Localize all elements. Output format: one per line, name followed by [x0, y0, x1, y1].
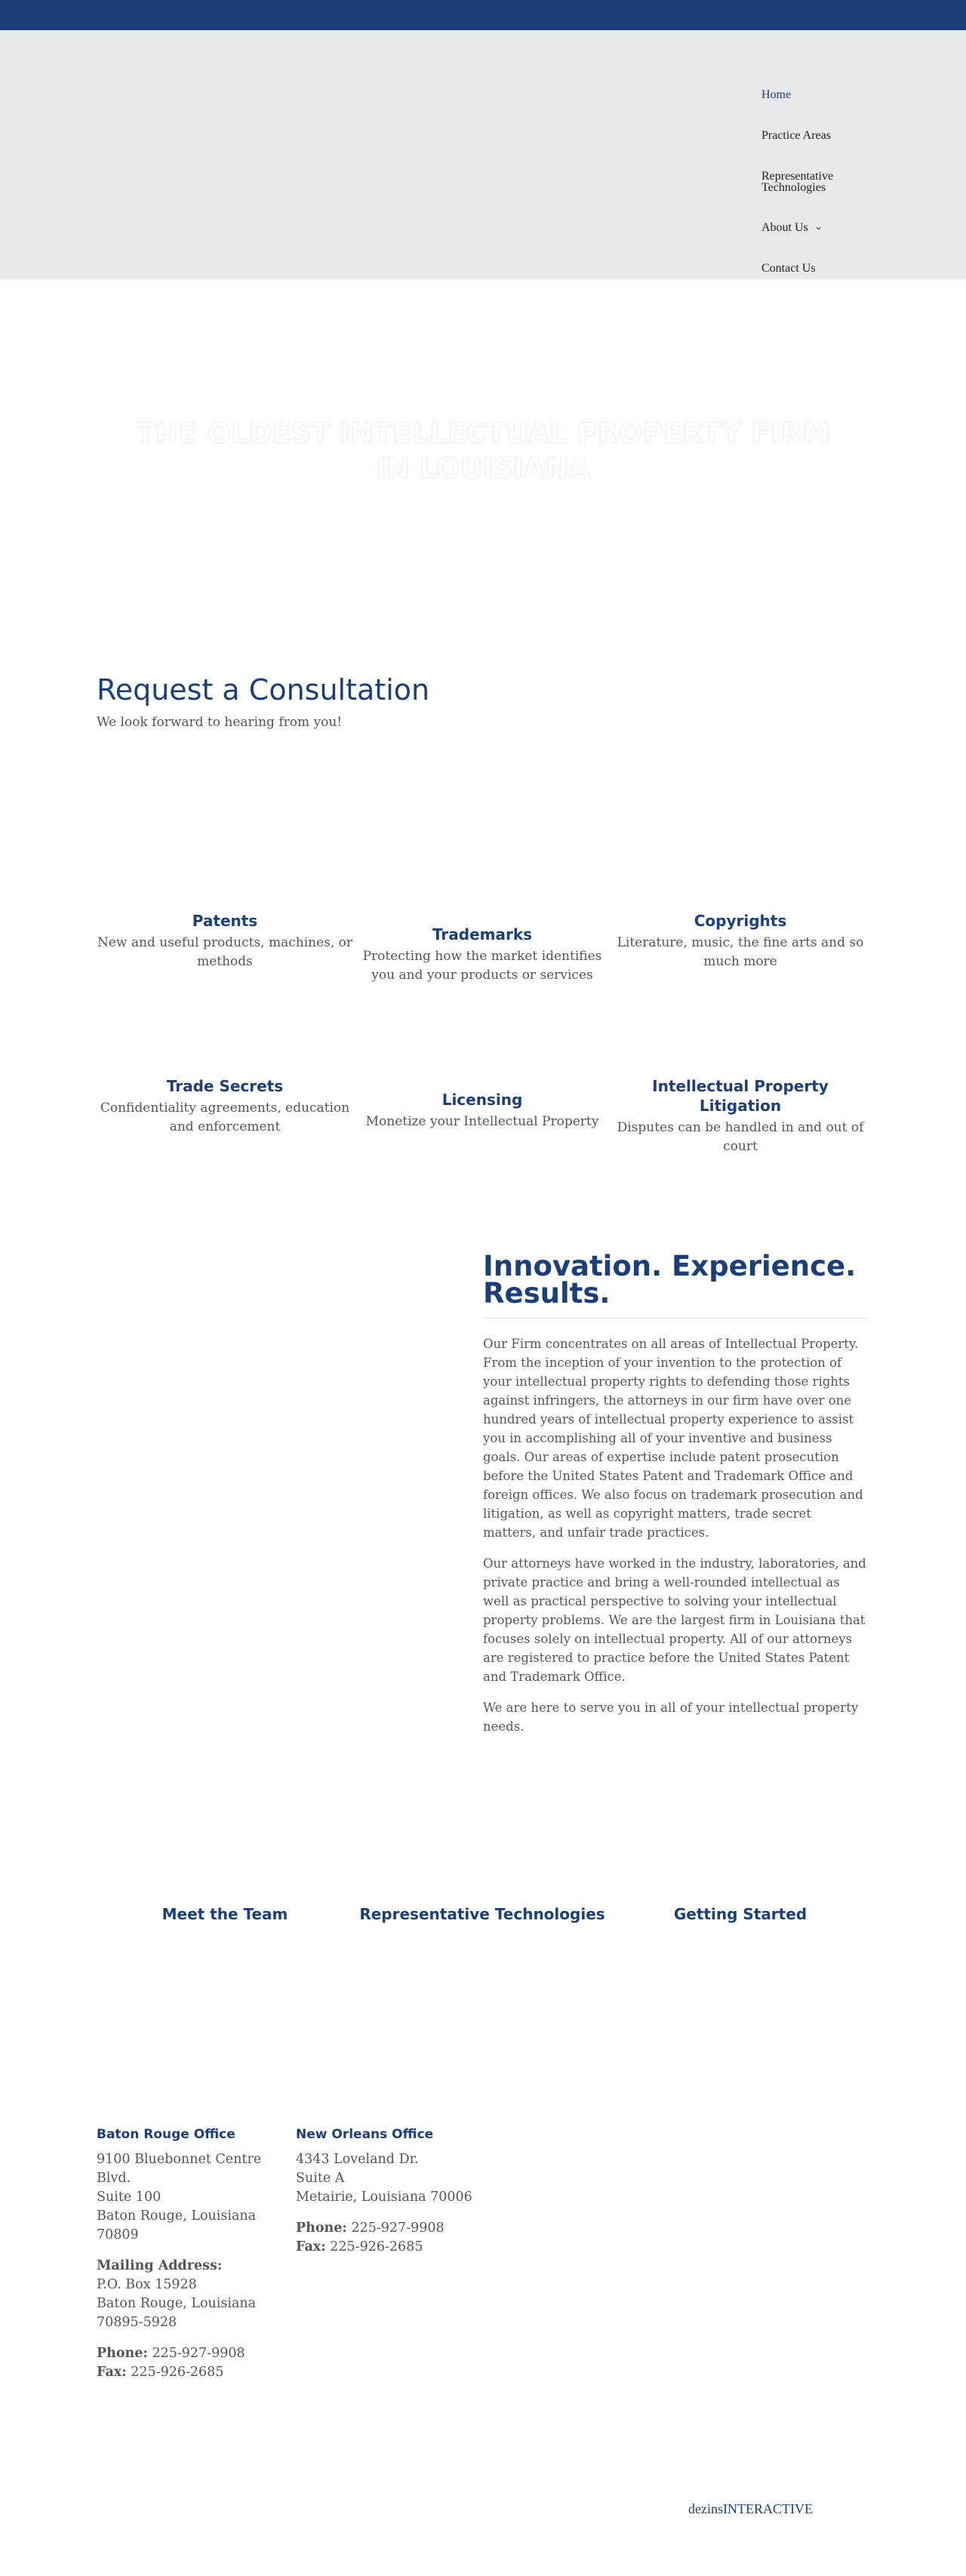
service-ip-litigation[interactable]	[612, 1076, 869, 1156]
service-trade-secrets[interactable]	[97, 1076, 353, 1137]
representative-technologies-link[interactable]: Representative Technologies	[359, 1905, 605, 1923]
service-desc: New and useful products, machines, or methods	[97, 935, 353, 969]
phone-label: Phone:	[296, 2221, 347, 2236]
service-desc: Protecting how the market identifies you and your products or services	[362, 949, 602, 983]
service-title: Patents	[192, 912, 258, 930]
service-patents[interactable]	[97, 911, 353, 971]
phone-label: Phone:	[97, 2346, 148, 2361]
site-header	[0, 30, 966, 279]
divider	[483, 1318, 868, 1319]
fax-value: 225-926-2685	[330, 2239, 423, 2254]
service-trademarks[interactable]	[354, 925, 611, 985]
about-paragraph: Our attorneys have worked in the industry, laboratories, and private practice and bring a well-rounded intellectual as well as practical perspective to solving your intellectual property problems. We are the largest firm in Louisiana that focuses solely on intellectual property. All of our attorneys are registered to practice before the United States Patent and Trademark Office.	[483, 1556, 866, 1684]
office-title: Baton Rouge Office	[97, 2127, 235, 2142]
service-title: Trade Secrets	[166, 1077, 284, 1095]
nav-representative-technologies[interactable]	[761, 171, 875, 193]
about-body	[483, 1334, 868, 1748]
new-orleans-office	[296, 2125, 492, 2257]
service-desc: Literature, music, the fine arts and so much more	[617, 935, 864, 969]
nav-representative-technologies-label: Representative Technologies	[761, 170, 834, 194]
service-desc: Disputes can be handled in and out of court	[617, 1120, 864, 1154]
service-desc: Monetize your Intellectual Property	[365, 1114, 599, 1129]
service-desc: Confidentiality agreements, education and enforcement	[100, 1100, 350, 1134]
fax-value: 225-926-2685	[131, 2365, 224, 2380]
top-bar	[0, 0, 966, 30]
phone-link[interactable]: 225-927-9908	[152, 2346, 245, 2361]
baton-rouge-office	[97, 2125, 270, 2382]
service-title: Licensing	[441, 1091, 523, 1109]
mailing-label: Mailing Address:	[97, 2258, 223, 2273]
fax-label: Fax:	[296, 2239, 326, 2254]
mailing-line: P.O. Box 15928	[97, 2277, 197, 2292]
nav-about-us[interactable]	[761, 222, 822, 233]
consultation-subtitle: We look forward to hearing from you!	[97, 715, 343, 730]
fax-label: Fax:	[97, 2365, 127, 2380]
office-title: New Orleans Office	[296, 2127, 434, 2142]
getting-started-link[interactable]: Getting Started	[673, 1905, 808, 1923]
nav-about-us-label: About Us	[761, 221, 808, 234]
address-line: Suite A	[296, 2171, 345, 2186]
designer-credit-link[interactable]: dezinsINTERACTIVE	[688, 2501, 813, 2516]
about-title: Innovation. Experience. Results.	[483, 1250, 857, 1310]
nav-contact-us-label: Contact Us	[761, 262, 816, 275]
service-title: Intellectual Property Litigation	[652, 1077, 829, 1115]
address-line: Baton Rouge, Louisiana 70809	[97, 2208, 257, 2242]
nav-home[interactable]	[761, 89, 791, 100]
consultation-title: Request a Consultation	[97, 673, 430, 706]
about-paragraph: We are here to serve you in all of your intellectual property needs.	[483, 1700, 859, 1734]
nav-practice-areas-label: Practice Areas	[761, 129, 831, 142]
service-title: Copyrights	[694, 912, 787, 930]
address-line: Metairie, Louisiana 70006	[296, 2190, 472, 2205]
mailing-line: Baton Rouge, Louisiana 70895-5928	[97, 2296, 257, 2330]
nav-home-label: Home	[761, 88, 792, 101]
address-line: Suite 100	[97, 2190, 162, 2205]
nav-practice-areas[interactable]	[761, 130, 831, 141]
hero-title: THE OLDEST INTELLECTUAL PROPERTY FIRM IN LOUISIANA	[136, 417, 830, 485]
service-title: Trademarks	[432, 925, 533, 943]
about-paragraph: Our Firm concentrates on all areas of Intellectual Property. From the inception of your invention to the protection of your intellectual property rights to defending those rights against infringers, the attorneys in our firm have over one hundred years of intellectual property experience to assist you in accomplishing all of your inventive and business goals. Our areas of expertise include patent prosecution before the United States Patent and Trademark Office and foreign offices. We also focus on trademark prosecution and litigation, as well as copyright matters, trade secret matters, and unfair trade practices.	[483, 1337, 863, 1540]
service-licensing[interactable]	[354, 1090, 611, 1131]
chevron-down-icon: ⌄	[814, 223, 823, 232]
service-copyrights[interactable]	[612, 911, 869, 971]
address-line: 9100 Bluebonnet Centre Blvd.	[97, 2152, 262, 2186]
nav-contact-us[interactable]	[761, 263, 816, 274]
phone-link[interactable]: 225-927-9908	[351, 2221, 445, 2236]
address-line: 4343 Loveland Dr.	[296, 2152, 419, 2167]
meet-the-team-link[interactable]: Meet the Team	[162, 1905, 288, 1923]
